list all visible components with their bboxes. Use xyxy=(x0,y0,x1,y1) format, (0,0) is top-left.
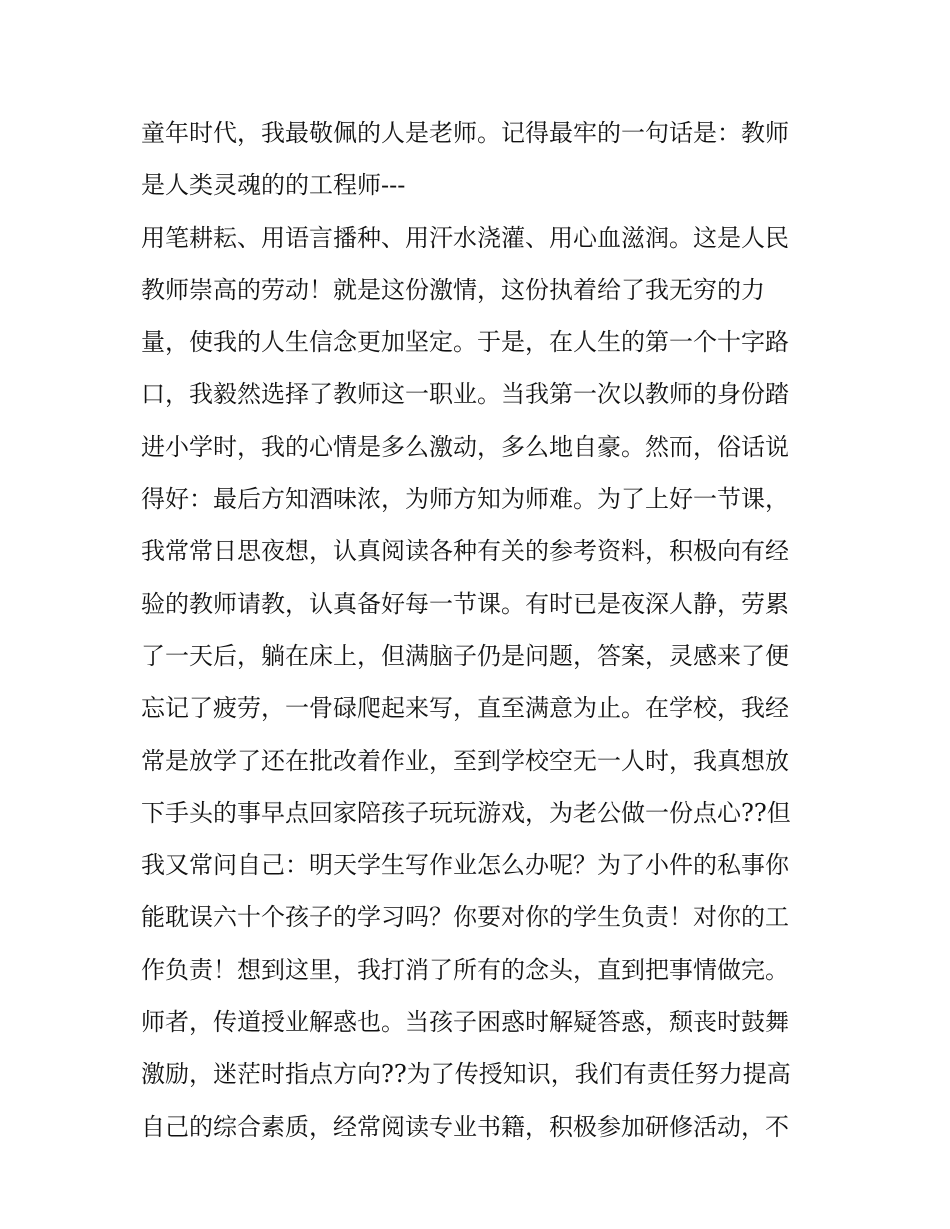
text-line: 进小学时，我的心情是多么激动，多么地自豪。然而，俗话说 xyxy=(141,432,789,461)
text-line: 师者，传道授业解惑也。当孩子困惑时解疑答惑，颓丧时鼓舞 xyxy=(141,1008,789,1037)
text-line: 了一天后，躺在床上，但满脑子仍是问题，答案，灵感来了便 xyxy=(141,641,789,670)
text-line: 口，我毅然选择了教师这一职业。当我第一次以教师的身份踏 xyxy=(141,380,789,409)
text-line: 是人类灵魂的的工程师--- xyxy=(141,171,406,200)
text-line: 教师崇高的劳动！就是这份激情，这份执着给了我无穷的力 xyxy=(141,275,765,304)
text-line: 我常常日思夜想，认真阅读各种有关的参考资料，积极向有经 xyxy=(141,537,789,566)
body-text xyxy=(141,107,821,1153)
text-line: 能耽误六十个孩子的学习吗？你要对你的学生负责！对你的工 xyxy=(141,903,789,932)
text-line: 童年时代，我最敬佩的人是老师。记得最牢的一句话是：教师 xyxy=(141,119,789,147)
text-line: 用笔耕耘、用语言播种、用汗水浇灌、用心血滋润。这是人民 xyxy=(141,223,789,252)
text-line: 下手头的事早点回家陪孩子玩玩游戏，为老公做一份点心??但 xyxy=(141,798,791,827)
text-line: 忘记了疲劳，一骨碌爬起来写，直至满意为止。在学校，我经 xyxy=(141,694,789,723)
text-line: 自己的综合素质，经常阅读专业书籍，积极参加研修活动，不 xyxy=(141,1112,789,1141)
text-line: 我又常问自己：明天学生写作业怎么办呢？为了小件的私事你 xyxy=(141,851,789,880)
text-line: 作负责！想到这里，我打消了所有的念头，直到把事情做完。 xyxy=(141,955,789,984)
text-line: 验的教师请教，认真备好每一节课。有时已是夜深人静，劳累 xyxy=(141,589,789,618)
text-line: 得好：最后方知酒味浓，为师方知为师难。为了上好一节课， xyxy=(141,485,789,514)
text-line: 激励，迷茫时指点方向??为了传授知识，我们有责任努力提高 xyxy=(141,1060,791,1089)
text-line: 量，使我的人生信念更加坚定。于是，在人生的第一个十字路 xyxy=(141,328,789,357)
text-line: 常是放学了还在批改着作业，至到学校空无一人时，我真想放 xyxy=(141,746,789,775)
